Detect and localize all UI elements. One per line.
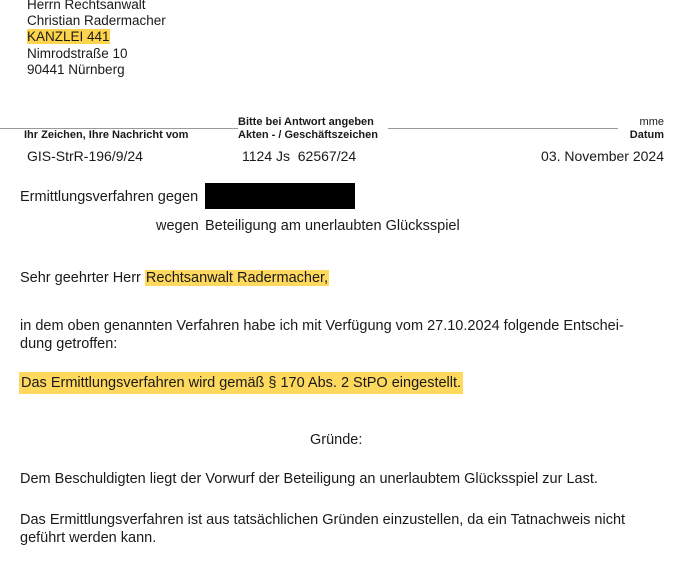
file-number-value: 1124 Js 62567/24 [242,148,357,164]
header-rule-right [388,128,618,129]
subject-line: Ermittlungsverfahren gegen [20,189,199,205]
sender-initials: mme [639,116,664,128]
subject-charge: Beteiligung am unerlaubten Glücksspiel [205,218,460,234]
reason-1: Dem Beschuldigten liegt der Vorwurf der Beteiligung an unerlaubtem Glücksspiel zur Last. [20,471,598,487]
recipient-name: Christian Radermacher [27,13,166,28]
salutation [20,268,329,288]
answer-note: Bitte bei Antwort angeben [238,116,374,128]
recipient-city: 90441 Nürnberg [27,62,125,77]
recipient-street: Nimrodstraße 10 [27,46,128,61]
your-reference-value: GIS-StrR-196/9/24 [27,148,143,164]
intro-line-1: in dem oben genannten Verfahren habe ich mit Verfügung vom 27.10.2024 folgende Entschei- [20,318,624,334]
intro-line-2: dung getroffen: [20,336,118,352]
reason-2-line-2: geführt werden kann. [20,530,157,546]
date-label: Datum [629,129,664,141]
decision-statement [19,373,463,393]
recipient-title: Herrn Rechtsanwalt [27,0,146,12]
salutation-name-highlight: Rechtsanwalt Radermacher, [145,270,329,286]
your-reference-label: Ihr Zeichen, Ihre Nachricht vom [24,129,189,141]
salutation-prefix: Sehr geehrter Herr [20,270,145,286]
reasons-heading: Gründe: [310,432,363,448]
file-number-label: Akten - / Geschäftszeichen [238,129,378,141]
redaction-box [205,183,355,209]
reason-2-line-1: Das Ermittlungsverfahren ist aus tatsächlichen Gründen einzustellen, da ein Tatnachweis nicht [20,512,626,528]
recipient-firm [27,29,110,45]
decision-highlight: Das Ermittlungsverfahren wird gemäß § 170 Abs. 2 StPO eingestellt. [19,372,463,394]
recipient-firm-highlight: KANZLEI 441 [27,29,110,44]
subject-wegen: wegen [156,218,199,234]
date-value: 03. November 2024 [541,148,664,164]
